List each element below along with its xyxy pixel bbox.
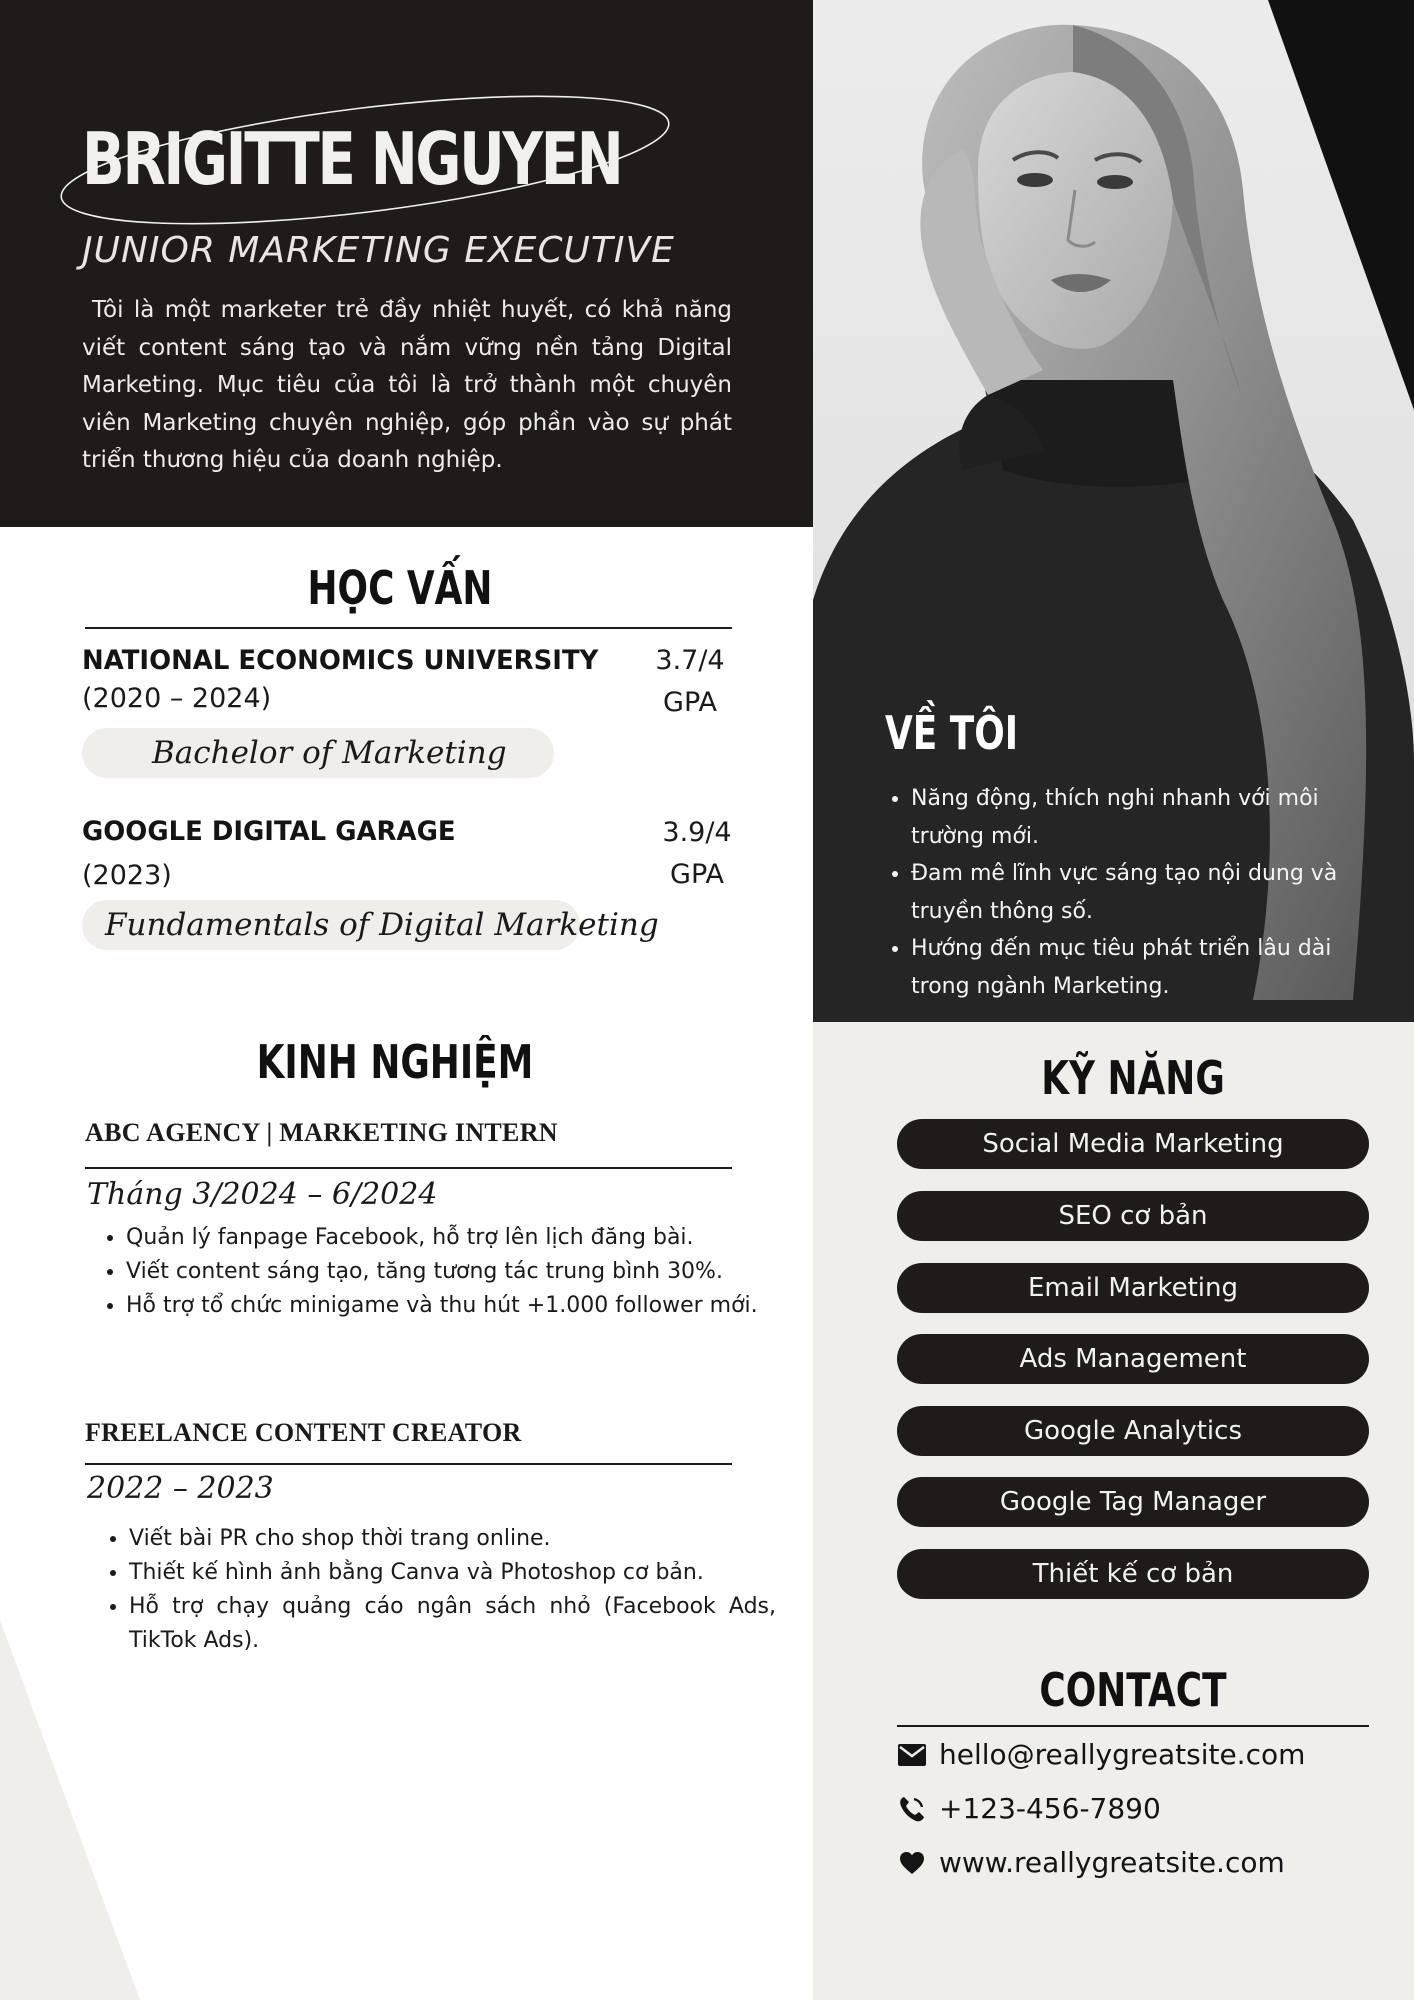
experience-bullet: • Thiết kế hình ảnh bằng Canva và Photoshop cơ bản. [129,1556,776,1590]
experience-dates: Tháng 3/2024 – 6/2024 [87,1177,438,1212]
envelope-icon [897,1740,927,1770]
education-years: (2020 – 2024) [82,683,272,714]
skill-pill: Social Media Marketing [897,1119,1369,1169]
contact-phone-row [897,1789,1161,1829]
profile-summary: Tôi là một marketer trẻ đầy nhiệt huyết, có khả năng viết content sáng tạo và nắm vững nền tảng Digital Marketing. Mục tiêu của tôi là trở thành một chuyên viên Marketing chuyên nghiệp, góp phần vào sự phát triển thương hiệu của doanh nghiệp. [82,297,732,473]
experience-role: ABC AGENCY | MARKETING INTERN [85,1118,558,1147]
contact-email[interactable]: hello@reallygreatsite.com [939,1738,1306,1771]
education-gpa-label: GPA [663,687,717,718]
candidate-name: BRIGITTE NGUYEN [82,117,622,201]
skill-pill: Ads Management [897,1334,1369,1384]
skill-pill: Email Marketing [897,1263,1369,1313]
experience-role: FREELANCE CONTENT CREATOR [85,1418,522,1447]
decor-wedge-left [0,1620,140,2000]
skills-title: KỸ NĂNG [1041,1051,1225,1105]
job-title: JUNIOR MARKETING EXECUTIVE [82,230,675,271]
skill-pill: Google Tag Manager [897,1477,1369,1527]
experience-divider [85,1167,732,1169]
education-school: GOOGLE DIGITAL GARAGE [82,816,456,847]
experience-bullets [82,1221,826,1323]
about-item: • Đam mê lĩnh vực sáng tạo nội dung và truyền thông số. [911,855,1381,930]
experience-bullet: • Quản lý fanpage Facebook, hỗ trợ lên lịch đăng bài. [126,1221,826,1255]
about-list [885,780,1381,1005]
contact-email-row [897,1735,1305,1775]
education-years: (2023) [82,860,172,891]
experience-bullet: • Hỗ trợ tổ chức minigame và thu hút +1.000 follower mới. [126,1289,826,1323]
education-degree: Bachelor of Marketing [152,735,507,771]
contact-divider [897,1725,1369,1727]
education-school: NATIONAL ECONOMICS UNIVERSITY [82,645,599,676]
experience-dates: 2022 – 2023 [87,1471,274,1506]
contact-title: CONTACT [1039,1663,1227,1717]
about-title: VỀ TÔI [885,706,1019,760]
experience-bullet: • Viết content sáng tạo, tăng tương tác trung bình 30%. [126,1255,826,1289]
experience-title: KINH NGHIỆM [256,1035,534,1089]
about-item: • Hướng đến mục tiêu phát triển lâu dài trong ngành Marketing. [911,930,1381,1005]
education-gpa-value: 3.7/4 [655,645,725,676]
skill-pill: SEO cơ bản [897,1191,1369,1241]
education-degree: Fundamentals of Digital Marketing [105,907,659,943]
education-title: HỌC VẤN [307,561,493,615]
experience-bullet: • Viết bài PR cho shop thời trang online. [129,1522,776,1556]
experience-bullet: • Hỗ trợ chạy quảng cáo ngân sách nhỏ (Facebook Ads, TikTok Ads). [129,1590,776,1658]
contact-phone[interactable]: +123-456-7890 [939,1792,1161,1825]
skill-pill: Google Analytics [897,1406,1369,1456]
skill-pill: Thiết kế cơ bản [897,1549,1369,1599]
education-divider [85,627,732,629]
education-gpa-value: 3.9/4 [662,817,732,848]
contact-website[interactable]: www.reallygreatsite.com [939,1846,1285,1879]
education-gpa-label: GPA [670,859,724,890]
about-item: • Năng động, thích nghi nhanh với môi trường mới. [911,780,1381,855]
experience-bullets [85,1522,776,1658]
experience-divider [85,1463,732,1465]
phone-icon [897,1794,927,1824]
contact-website-row [897,1843,1285,1883]
heart-icon [897,1848,927,1878]
